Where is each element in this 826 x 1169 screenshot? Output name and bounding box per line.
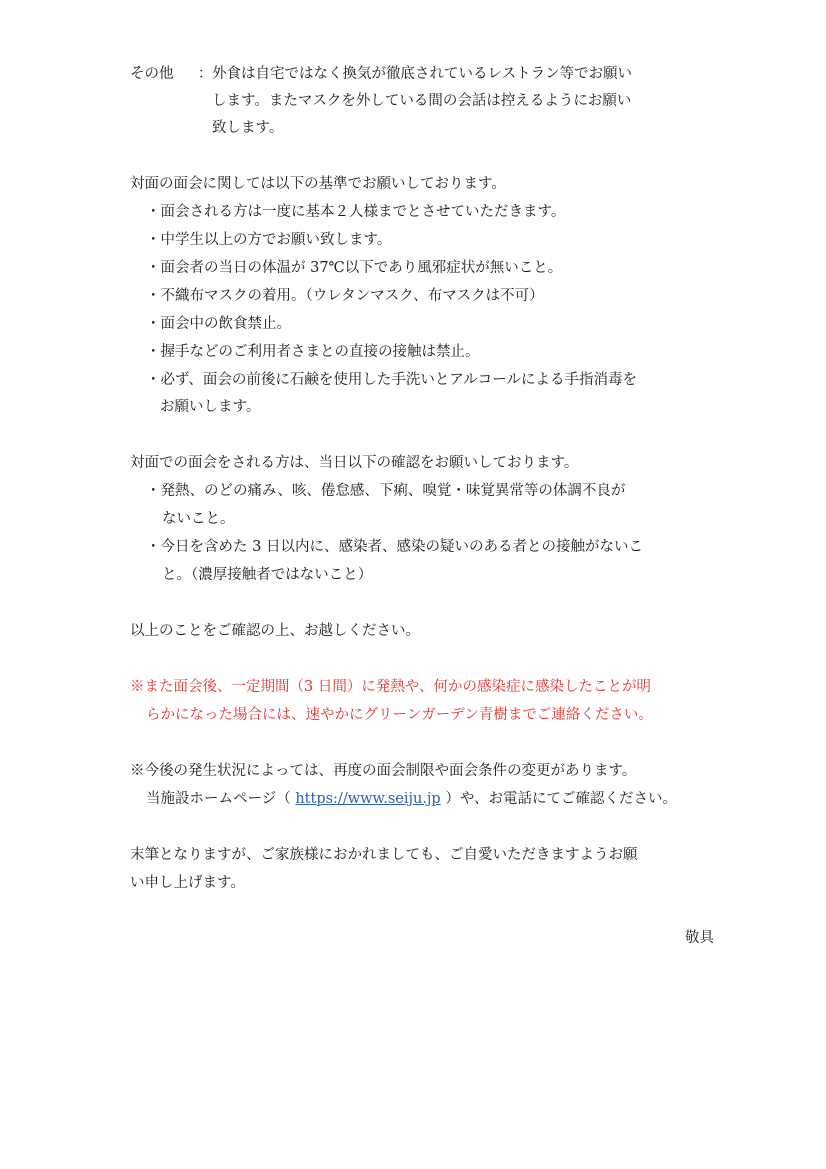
criteria-item-1: ・面会される方は一度に基本２人様までとさせていただきます。 xyxy=(146,204,566,220)
confirm-item-1: ・発熱、のどの痛み、咳、倦怠感、下痢、嗅覚・味覚異常等の体調不良が xyxy=(146,483,626,499)
criteria-item-3: ・面会者の当日の体温が 37℃以下であり風邪症状が無いこと。 xyxy=(146,260,563,276)
notice-line-1: ※今後の発生状況によっては、再度の面会制限や面会条件の変更があります。 xyxy=(130,763,637,779)
other-line-2: します。またマスクを外している間の会話は控えるようにお願い xyxy=(212,93,632,109)
confirm-item-2: ・今日を含めた 3 日以内に、感染者、感染の疑いのある者との接触がないこ xyxy=(146,539,643,555)
notice-line-2-after: ）や、お電話にてご確認ください。 xyxy=(440,791,678,807)
criteria-item-7-cont: お願いします。 xyxy=(160,399,261,415)
criteria-item-6: ・握手などのご利用者さまとの直接の接触は禁止。 xyxy=(146,344,480,360)
warning-line-1: ※また面会後、一定期間（3 日間）に発熱や、何かの感染症に感染したことが明 xyxy=(130,679,652,695)
signoff: 敬具 xyxy=(685,930,714,946)
notice-line-2 xyxy=(146,789,677,809)
warning-line-2: らかになった場合には、速やかにグリーンガーデン青樹までご連絡ください。 xyxy=(146,707,653,723)
closing-line-2: い申し上げます。 xyxy=(130,875,245,891)
criteria-item-2: ・中学生以上の方でお願い致します。 xyxy=(146,232,392,248)
visit-note: 以上のことをご確認の上、お越しください。 xyxy=(130,623,420,639)
confirm-item-1-cont: ないこと。 xyxy=(162,511,235,527)
closing-line-1: 末筆となりますが、ご家族様におかれましても、ご自愛いただきますようお願 xyxy=(130,847,638,863)
criteria-item-7: ・必ず、面会の前後に石鹸を使用した手洗いとアルコールによる手指消毒を xyxy=(146,372,637,388)
other-label: その他 xyxy=(130,66,174,82)
other-line-1: 外食は自宅ではなく換気が徹底されているレストラン等でお願い xyxy=(212,66,633,82)
criteria-heading: 対面の面会に関しては以下の基準でお願いしております。 xyxy=(130,176,506,192)
homepage-link[interactable]: https://www.seiju.jp xyxy=(295,791,441,807)
notice-line-2-before: 当施設ホームページ（ xyxy=(146,791,296,807)
other-colon: ： xyxy=(198,66,213,82)
criteria-item-5: ・面会中の飲食禁止。 xyxy=(146,316,291,332)
confirm-item-2-cont: と。（濃厚接触者ではないこと） xyxy=(162,567,373,583)
confirm-heading: 対面での面会をされる方は、当日以下の確認をお願いしております。 xyxy=(130,455,579,471)
other-line-3: 致します。 xyxy=(212,120,284,136)
criteria-item-4: ・不織布マスクの着用。（ウレタンマスク、布マスクは不可） xyxy=(146,288,544,304)
